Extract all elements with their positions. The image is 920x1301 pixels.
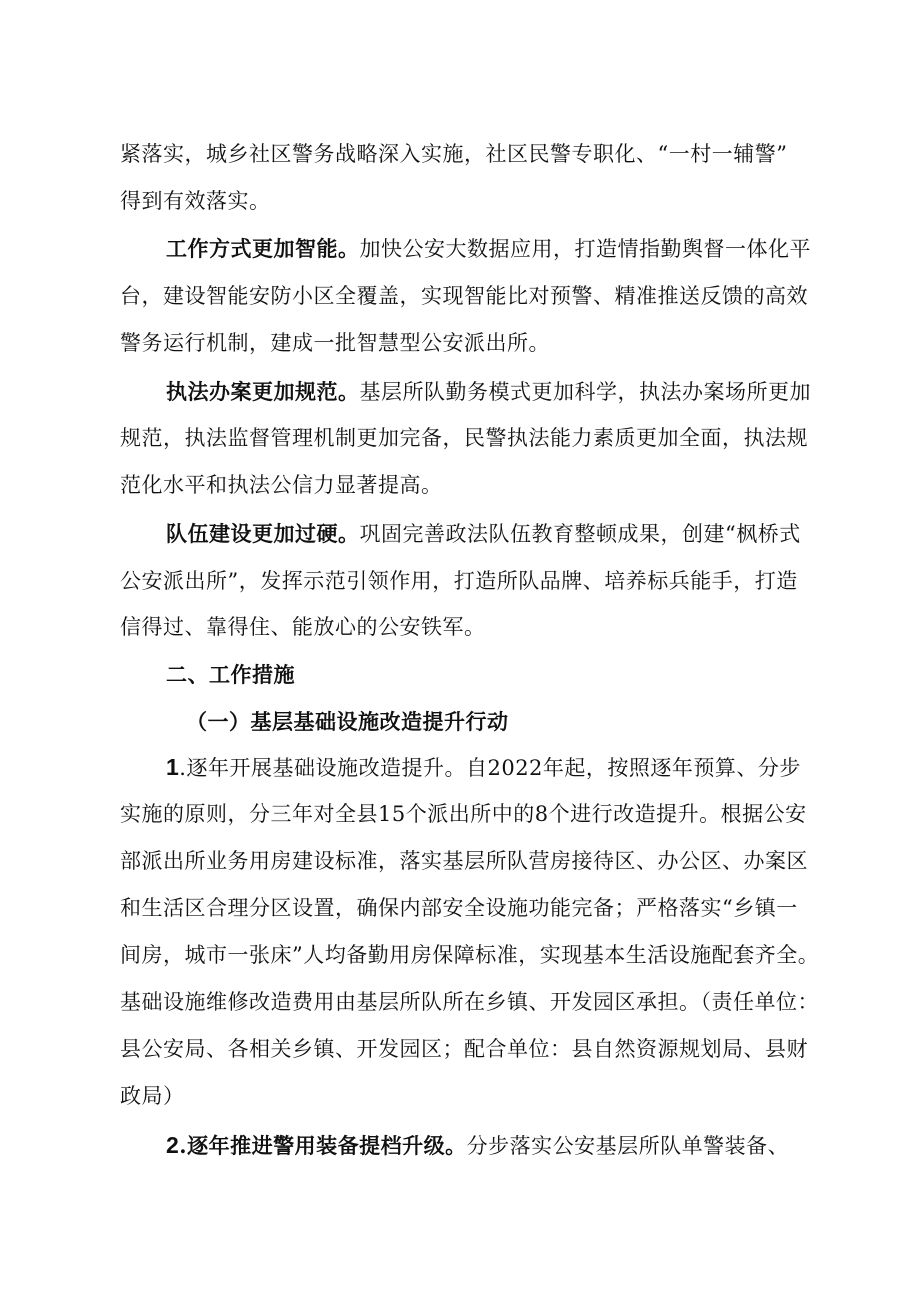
paragraph-line: 紧落实，城乡社区警务战略深入实施，社区民警专职化、“一村一辅警”	[120, 142, 788, 166]
paragraph-line: 间房，城市一张床”人均备勤用房保障标准，实现基本生活设施配套齐全。	[120, 943, 820, 967]
paragraph-line: 警务运行机制，建成一批智慧型公安派出所。	[120, 331, 550, 355]
paragraph-lead: 执法办案更加规范。	[166, 379, 360, 404]
paragraph-text: 加快公安大数据应用，打造情指勤舆督一体化平	[359, 237, 811, 261]
paragraph-line: 范化水平和执法公信力显著提高。	[120, 473, 443, 497]
paragraph-line	[166, 1130, 789, 1161]
paragraph-line: 信得过、靠得住、能放心的公安铁军。	[120, 615, 486, 639]
paragraph-line	[166, 752, 801, 783]
paragraph-text: .逐年开展基础设施改造提升。自2022年起，按照逐年预算、分步	[179, 756, 801, 780]
paragraph-line: 政局）	[120, 1084, 185, 1108]
paragraph-line: 得到有效落实。	[120, 189, 271, 213]
section-heading: 二、工作措施	[166, 662, 295, 687]
item-number: 2	[166, 1132, 180, 1158]
paragraph-text: 分步落实公安基层所队单警装备、	[466, 1134, 790, 1158]
paragraph-line: 规范，执法监督管理机制更加完备，民警执法能力素质更加全面，执法规	[120, 426, 808, 450]
paragraph-lead: 队伍建设更加过硬。	[166, 521, 360, 546]
subsection-heading: （一）基层基础设施改造提升行动	[186, 709, 509, 734]
paragraph-line: 实施的原则，分三年对全县15个派出所中的8个进行改造提升。根据公安	[120, 802, 807, 826]
paragraph-lead: 工作方式更加智能。	[166, 236, 360, 261]
paragraph-line: 县公安局、各相关乡镇、开发园区；配合单位：县自然资源规划局、县财	[120, 1037, 808, 1061]
paragraph-line	[166, 377, 811, 407]
paragraph-line	[166, 519, 801, 549]
paragraph-line: 公安派出所”，发挥示范引领作用，打造所队品牌、培养标兵能手，打造	[120, 569, 798, 593]
paragraph-text: 巩固完善政法队伍教育整顿成果，创建“枫桥式	[359, 522, 801, 546]
paragraph-line: 台，建设智能安防小区全覆盖，实现智能比对预警、精准推送反馈的高效	[120, 284, 808, 308]
paragraph-line: 部派出所业务用房建设标准，落实基层所队营房接待区、办公区、办案区	[120, 849, 808, 873]
paragraph-line	[166, 234, 811, 264]
paragraph-line: 基础设施维修改造费用由基层所队所在乡镇、开发园区承担。（责任单位：	[120, 990, 819, 1014]
item-number: 1	[166, 754, 180, 780]
paragraph-lead: .逐年推进警用装备提档升级。	[179, 1133, 467, 1158]
paragraph-line: 和生活区合理分区设置，确保内部安全设施功能完备；严格落实“乡镇一	[120, 896, 798, 920]
paragraph-text: 基层所队勤务模式更加科学，执法办案场所更加	[359, 380, 811, 404]
